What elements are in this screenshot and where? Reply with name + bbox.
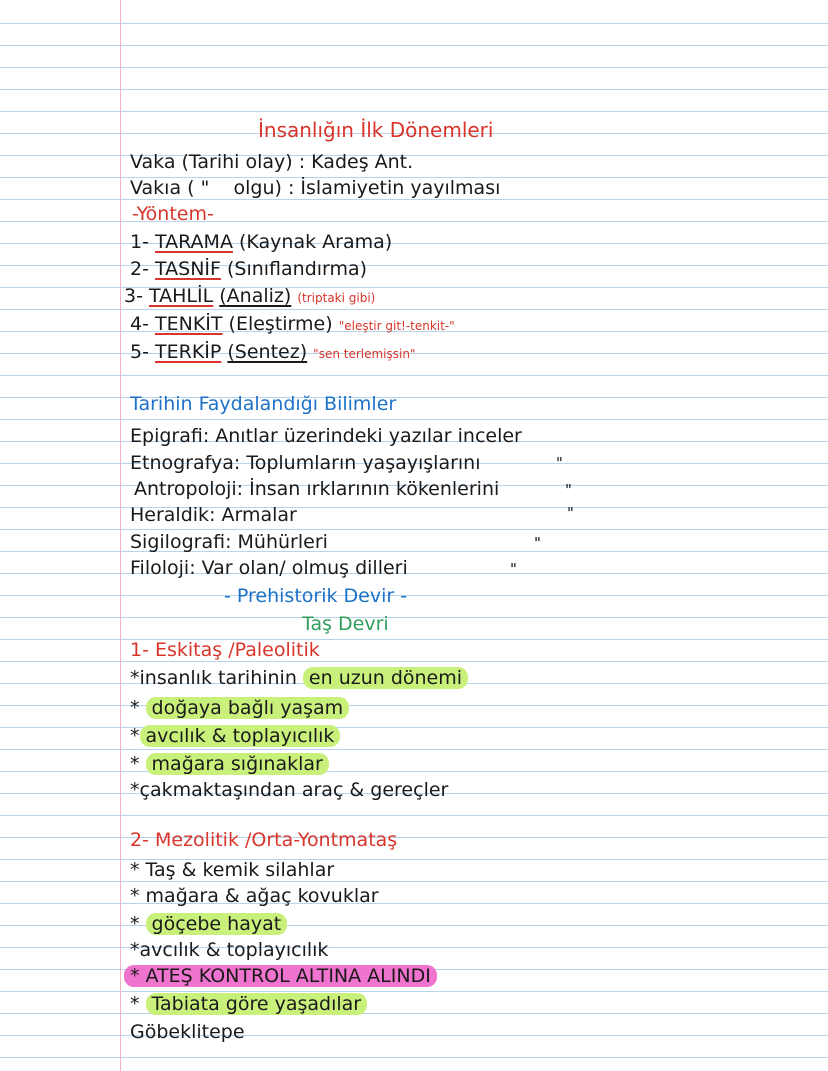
bilim-name: Antropoloji	[134, 478, 237, 500]
yontem-item	[130, 312, 455, 338]
prehistorik-heading: - Prehistorik Devir -	[224, 585, 408, 607]
page-title: İnsanlığın İlk Dönemleri	[258, 118, 494, 142]
item-prefix: *	[130, 753, 146, 775]
yontem-num: 3-	[124, 285, 143, 307]
vakia-label: Vakıa ( "	[130, 177, 210, 199]
yontem-item	[130, 257, 367, 281]
item-prefix: *	[130, 697, 146, 719]
gobeklitepe-label: Göbeklitepe	[130, 1021, 245, 1043]
yontem-num: 2-	[130, 258, 149, 280]
item-highlight: göçebe hayat	[146, 913, 288, 935]
paleolitik-item	[130, 778, 448, 802]
bilim-row	[130, 556, 408, 580]
yontem-note: "sen terlemişsin"	[313, 347, 416, 361]
mezolitik-item	[130, 912, 287, 936]
paleolitik-item	[130, 724, 340, 748]
vakia-olgu: olgu)	[233, 177, 282, 199]
bilim-desc: : Var olan/ olmuş dilleri	[189, 557, 408, 579]
item-prefix: *çakmaktaşından araç & gereçler	[130, 779, 449, 801]
mezolitik-item	[130, 858, 334, 882]
bilim-row	[130, 424, 522, 448]
bilim-desc: : Anıtlar üzerindeki yazılar inceler	[202, 425, 522, 447]
yontem-term: TASNİF	[155, 258, 221, 280]
yontem-item	[130, 340, 415, 366]
mezolitik-item	[130, 938, 328, 962]
item-prefix: * Taş & kemik silahlar	[130, 859, 335, 881]
ditto-mark: "	[565, 481, 572, 499]
item-prefix: *avcılık & toplayıcılık	[130, 939, 329, 961]
yontem-num: 4-	[130, 313, 149, 335]
bilimler-heading: Tarihin Faydalandığı Bilimler	[130, 393, 397, 415]
tas-devri-heading: Taş Devri	[302, 613, 389, 635]
yontem-item	[130, 230, 392, 254]
vaka-value: : Kadeş Ant.	[298, 151, 414, 173]
item-prefix: *	[130, 725, 140, 747]
item-prefix: *	[130, 913, 146, 935]
yontem-term: TARAMA	[155, 231, 233, 253]
paleolitik-item	[130, 666, 468, 690]
item-highlight: mağara sığınaklar	[146, 753, 329, 775]
ditto-mark: "	[510, 560, 517, 578]
mezolitik-item	[124, 964, 437, 988]
mezolitik-item	[130, 884, 379, 908]
bilim-row	[134, 477, 499, 501]
yontem-desc: (Kaynak Arama)	[239, 231, 393, 253]
bilim-name: Filoloji	[130, 557, 190, 579]
bilim-name: Epigrafi	[130, 425, 203, 447]
ditto-mark: "	[567, 504, 574, 522]
bilim-name: Heraldik	[130, 504, 210, 526]
bilim-desc: : Toplumların yaşayışlarını	[233, 452, 481, 474]
item-prefix: *	[130, 993, 146, 1015]
yontem-desc: (Analiz)	[219, 285, 292, 307]
yontem-num: 1-	[130, 231, 149, 253]
yontem-heading: -Yöntem-	[132, 203, 214, 225]
vaka-line	[130, 150, 413, 174]
item-highlight-pink: * ATEŞ KONTROL ALTINA ALINDI	[124, 965, 437, 987]
yontem-note: (triptaki gibi)	[297, 291, 376, 305]
bilim-desc: : Mühürleri	[225, 531, 328, 553]
yontem-term: TENKİT	[155, 313, 223, 335]
item-highlight: doğaya bağlı yaşam	[146, 697, 350, 719]
ditto-mark: "	[534, 534, 541, 552]
yontem-note: "eleştir git!-tenkit-"	[338, 319, 455, 333]
mezolitik-item	[130, 992, 367, 1016]
paleolitik-item	[130, 752, 329, 776]
margin-line	[120, 0, 121, 1071]
mezolitik-heading: 2- Mezolitik /Orta-Yontmataş	[130, 829, 398, 851]
bilim-name: Sigilografi	[130, 531, 226, 553]
item-highlight: avcılık & toplayıcılık	[140, 725, 341, 747]
bilim-desc: : Armalar	[209, 504, 297, 526]
bilim-row	[130, 503, 297, 527]
yontem-item	[124, 284, 375, 310]
vakia-value: : İslamiyetin yayılması	[287, 177, 501, 199]
item-prefix: *insanlık tarihinin	[130, 667, 303, 689]
item-highlight: en uzun dönemi	[303, 667, 468, 689]
bilim-row	[130, 451, 481, 475]
yontem-term: TERKİP	[155, 341, 222, 363]
yontem-desc: (Sentez)	[227, 341, 308, 363]
bilim-name: Etnografya	[130, 452, 234, 474]
yontem-desc: (Sınıflandırma)	[226, 258, 368, 280]
yontem-num: 5-	[130, 341, 149, 363]
vaka-label: Vaka (Tarihi olay)	[130, 151, 293, 173]
bilim-desc: : İnsan ırklarının kökenlerini	[236, 478, 500, 500]
bilim-row	[130, 530, 328, 554]
yontem-term: TAHLİL	[149, 285, 214, 307]
paleolitik-heading: 1- Eskitaş /Paleolitik	[130, 639, 320, 661]
item-highlight: Tabiata göre yaşadılar	[146, 993, 368, 1015]
paleolitik-item	[130, 696, 349, 720]
ditto-mark: "	[556, 454, 563, 472]
vakia-line	[130, 176, 500, 200]
item-prefix: * mağara & ağaç kovuklar	[130, 885, 379, 907]
yontem-desc: (Eleştirme)	[228, 313, 333, 335]
